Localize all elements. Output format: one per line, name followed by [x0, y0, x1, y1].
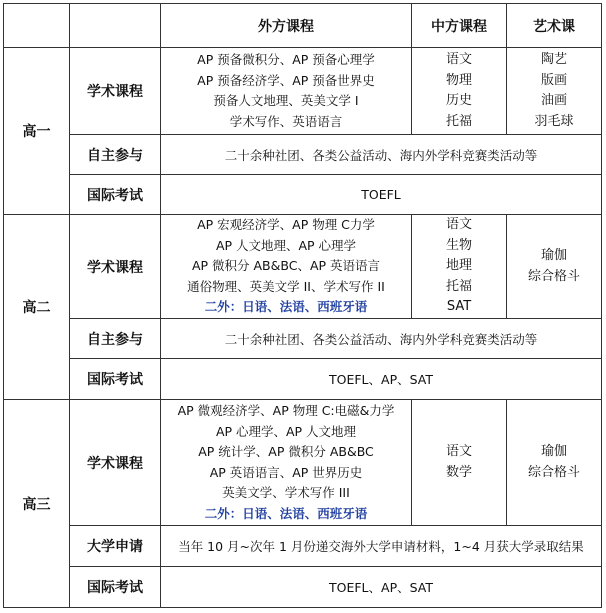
course-line: AP 宏观经济学、AP 物理 C力学: [197, 217, 375, 233]
course-line: 语文: [445, 444, 472, 459]
g2-exam-label: 国际考试: [70, 359, 161, 400]
g3-exam-row: [4, 567, 602, 608]
g2-self-text: 二十余种社团、各类公益活动、海内外学科竞赛类活动等: [161, 319, 602, 359]
course-line: AP 统计学、AP 微积分 AB&BC: [198, 444, 374, 459]
g3-exam-text: TOEFL、AP、SAT: [161, 567, 602, 608]
grade-2-label: 高二: [4, 215, 70, 400]
g3-academic-row: [4, 400, 602, 526]
grade-3-label: 高三: [4, 400, 70, 608]
header-row: [4, 4, 602, 48]
course-line: 英美文学、学术写作 III: [222, 485, 350, 500]
course-line: 物理: [445, 72, 472, 88]
course-line: AP 微观经济学、AP 物理 C:电磁&力学: [177, 403, 395, 418]
header-blank-cell: [70, 4, 161, 48]
g1-exam-label: 国际考试: [70, 175, 161, 215]
course-line: 托福: [445, 113, 472, 129]
course-line: 通俗物理、英美文学 II、学术写作 II: [187, 278, 385, 294]
g1-academic-label: 学术课程: [70, 48, 161, 135]
course-line: AP 心理学、AP 人文地理: [215, 423, 357, 439]
course-line: 综合格斗: [527, 268, 580, 284]
header-chinese: 中方课程: [412, 4, 507, 48]
g1-exam-row: [4, 175, 602, 215]
g3-academic-label: 学术课程: [70, 400, 161, 526]
g1-exam-text: TOEFL: [161, 175, 602, 215]
second-language-line: 二外：日语、法语、西班牙语: [204, 505, 368, 521]
header-foreign: 外方课程: [161, 4, 412, 48]
g3-apply-text: 当年 10 月~次年 1 月份递交海外大学申请材料，1~4 月获大学录取结果: [161, 526, 602, 567]
course-line: AP 微积分 AB&BC、AP 英语语言: [191, 258, 381, 274]
g3-apply-row: [4, 526, 602, 567]
g1-self-text: 二十余种社团、各类公益活动、海内外学科竞赛类活动等: [161, 135, 602, 175]
g1-chinese-courses: [412, 48, 507, 135]
curriculum-table: [3, 3, 602, 608]
course-line: AP 预备经济学、AP 预备世界史: [197, 72, 375, 88]
g1-self-row: [4, 135, 602, 175]
course-line: 瑜伽: [540, 248, 567, 263]
header-blank-cell: [4, 4, 70, 48]
g1-self-label: 自主参与: [70, 135, 161, 175]
g2-self-label: 自主参与: [70, 319, 161, 359]
course-line: SAT: [446, 299, 472, 315]
course-line: AP 预备微积分、AP 预备心理学: [197, 52, 375, 67]
g2-self-row: [4, 319, 602, 359]
course-line: 油画: [540, 93, 567, 108]
g3-foreign-courses: [161, 400, 412, 526]
course-line: 语文: [445, 217, 472, 233]
course-line: 羽毛球: [534, 113, 574, 129]
g2-chinese-courses: [412, 215, 507, 319]
g3-art-courses: [507, 400, 602, 526]
second-language-line: 二外：日语、法语、西班牙语: [204, 299, 368, 315]
g1-art-courses: [507, 48, 602, 135]
g1-academic-row: [4, 48, 602, 135]
course-line: 预备人文地理、英美文学 I: [213, 93, 359, 108]
header-art: 艺术课: [507, 4, 602, 48]
g2-exam-row: [4, 359, 602, 400]
g3-chinese-courses: [412, 400, 507, 526]
g2-art-courses: [507, 215, 602, 319]
course-line: 语文: [445, 52, 472, 67]
course-line: 瑜伽: [540, 444, 567, 459]
g1-foreign-courses: [161, 48, 412, 135]
course-line: 托福: [445, 278, 472, 294]
course-line: 学术写作、英语语言: [229, 113, 343, 129]
course-line: 历史: [445, 93, 472, 108]
g3-apply-label: 大学申请: [70, 526, 161, 567]
g2-exam-text: TOEFL、AP、SAT: [161, 359, 602, 400]
course-line: 综合格斗: [527, 464, 580, 480]
course-line: 陶艺: [540, 52, 567, 67]
course-line: 数学: [445, 464, 472, 480]
course-line: AP 英语语言、AP 世界历史: [209, 464, 363, 480]
course-line: 生物: [445, 237, 472, 253]
g3-exam-label: 国际考试: [70, 567, 161, 608]
course-line: AP 人文地理、AP 心理学: [215, 237, 357, 253]
g2-academic-label: 学术课程: [70, 215, 161, 319]
course-line: 地理: [445, 258, 472, 274]
g2-foreign-courses: [161, 215, 412, 319]
g2-academic-row: [4, 215, 602, 319]
course-line: 版画: [540, 72, 567, 88]
grade-1-label: 高一: [4, 48, 70, 215]
